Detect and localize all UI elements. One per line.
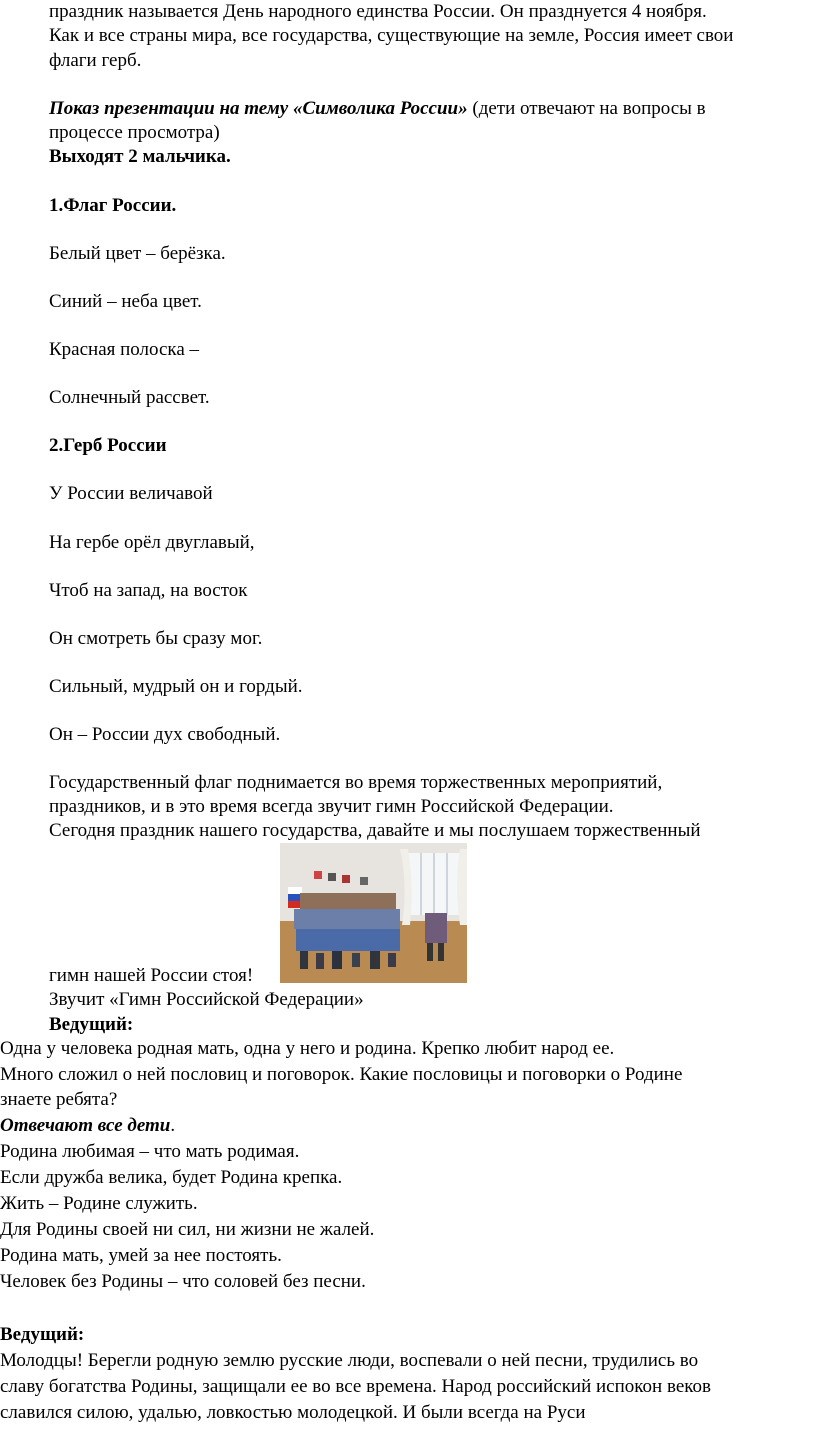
flag-verse-line: Белый цвет – берёзка. [49,243,226,264]
children-group-photo [280,843,467,983]
anthem-line: праздников, и в это время всегда звучит гимн Российской Федерации. [49,796,614,817]
anthem-line: Сегодня праздник нашего государства, давайте и мы послушаем торжественный [49,820,701,841]
host-speech-line: Молодцы! Берегли родную землю русские люди, воспевали о ней песни, трудились во [0,1350,699,1371]
flag-verse-line: Солнечный рассвет. [49,387,210,408]
intro-line: праздник называется День народного единства России. Он празднуется 4 ноября. [49,1,707,22]
host-speech-line: славу богатства Родины, защищали ее во все времена. Народ российский испокон веков [0,1376,711,1397]
emblem-verse-line: Чтоб на запад, на восток [49,580,248,601]
intro-line: флаги герб. [49,50,142,71]
anthem-sounds: Звучит «Гимн Российской Федерации» [49,989,364,1010]
emblem-verse-line: Он смотреть бы сразу мог. [49,628,263,649]
host-speech-line: знаете ребята? [0,1089,118,1110]
emblem-heading: 2.Герб России [49,435,167,456]
proverb-line: Родина любимая – что мать родимая. [0,1141,300,1162]
proverb-line: Если дружба велика, будет Родина крепка. [0,1167,343,1188]
proverb-line: Родина мать, умей за нее постоять. [0,1245,282,1266]
flag-verse-line: Синий – неба цвет. [49,291,202,312]
emblem-verse-line: У России величавой [49,483,213,504]
proverb-line: Человек без Родины – что соловей без песни. [0,1271,366,1292]
boys-line: Выходят 2 мальчика. [49,146,231,167]
children-answer-line [0,1114,175,1138]
emblem-verse-line: Сильный, мудрый он и гордый. [49,676,303,697]
proverb-line: Жить – Родине служить. [0,1193,198,1214]
presentation-line [49,97,706,121]
emblem-verse-line: На гербе орёл двуглавый, [49,532,255,553]
anthem-line: Государственный флаг поднимается во время торжественных мероприятий, [49,772,663,793]
proverb-line: Для Родины своей ни сил, ни жизни не жалей. [0,1219,375,1240]
presentation-title: Показ презентации на тему «Символика России» [49,98,468,119]
host-speech-line: Много сложил о ней пословиц и поговорок. Какие пословицы и поговорки о Родине [0,1064,683,1085]
children-answer-dot: . [170,1115,176,1136]
presentation-note: (дети отвечают на вопросы в [467,98,706,119]
intro-line: Как и все страны мира, все государства, существующие на земле, Россия имеет свои [49,25,734,46]
host-label: Ведущий: [49,1014,134,1035]
anthem-line: гимн нашей России стоя! [49,965,254,986]
flag-heading: 1.Флаг России. [49,195,177,216]
children-answer-label: Отвечают все дети [0,1115,171,1136]
host-label: Ведущий: [0,1324,85,1345]
host-speech-line: славился силою, удалью, ловкостью молодецкой. И были всегда на Руси [0,1402,586,1423]
emblem-verse-line: Он – России дух свободный. [49,724,281,745]
host-speech-line: Одна у человека родная мать, одна у него и родина. Крепко любит народ ее. [0,1038,615,1059]
presentation-note-cont: процессе просмотра) [49,122,220,143]
flag-verse-line: Красная полоска – [49,339,200,360]
